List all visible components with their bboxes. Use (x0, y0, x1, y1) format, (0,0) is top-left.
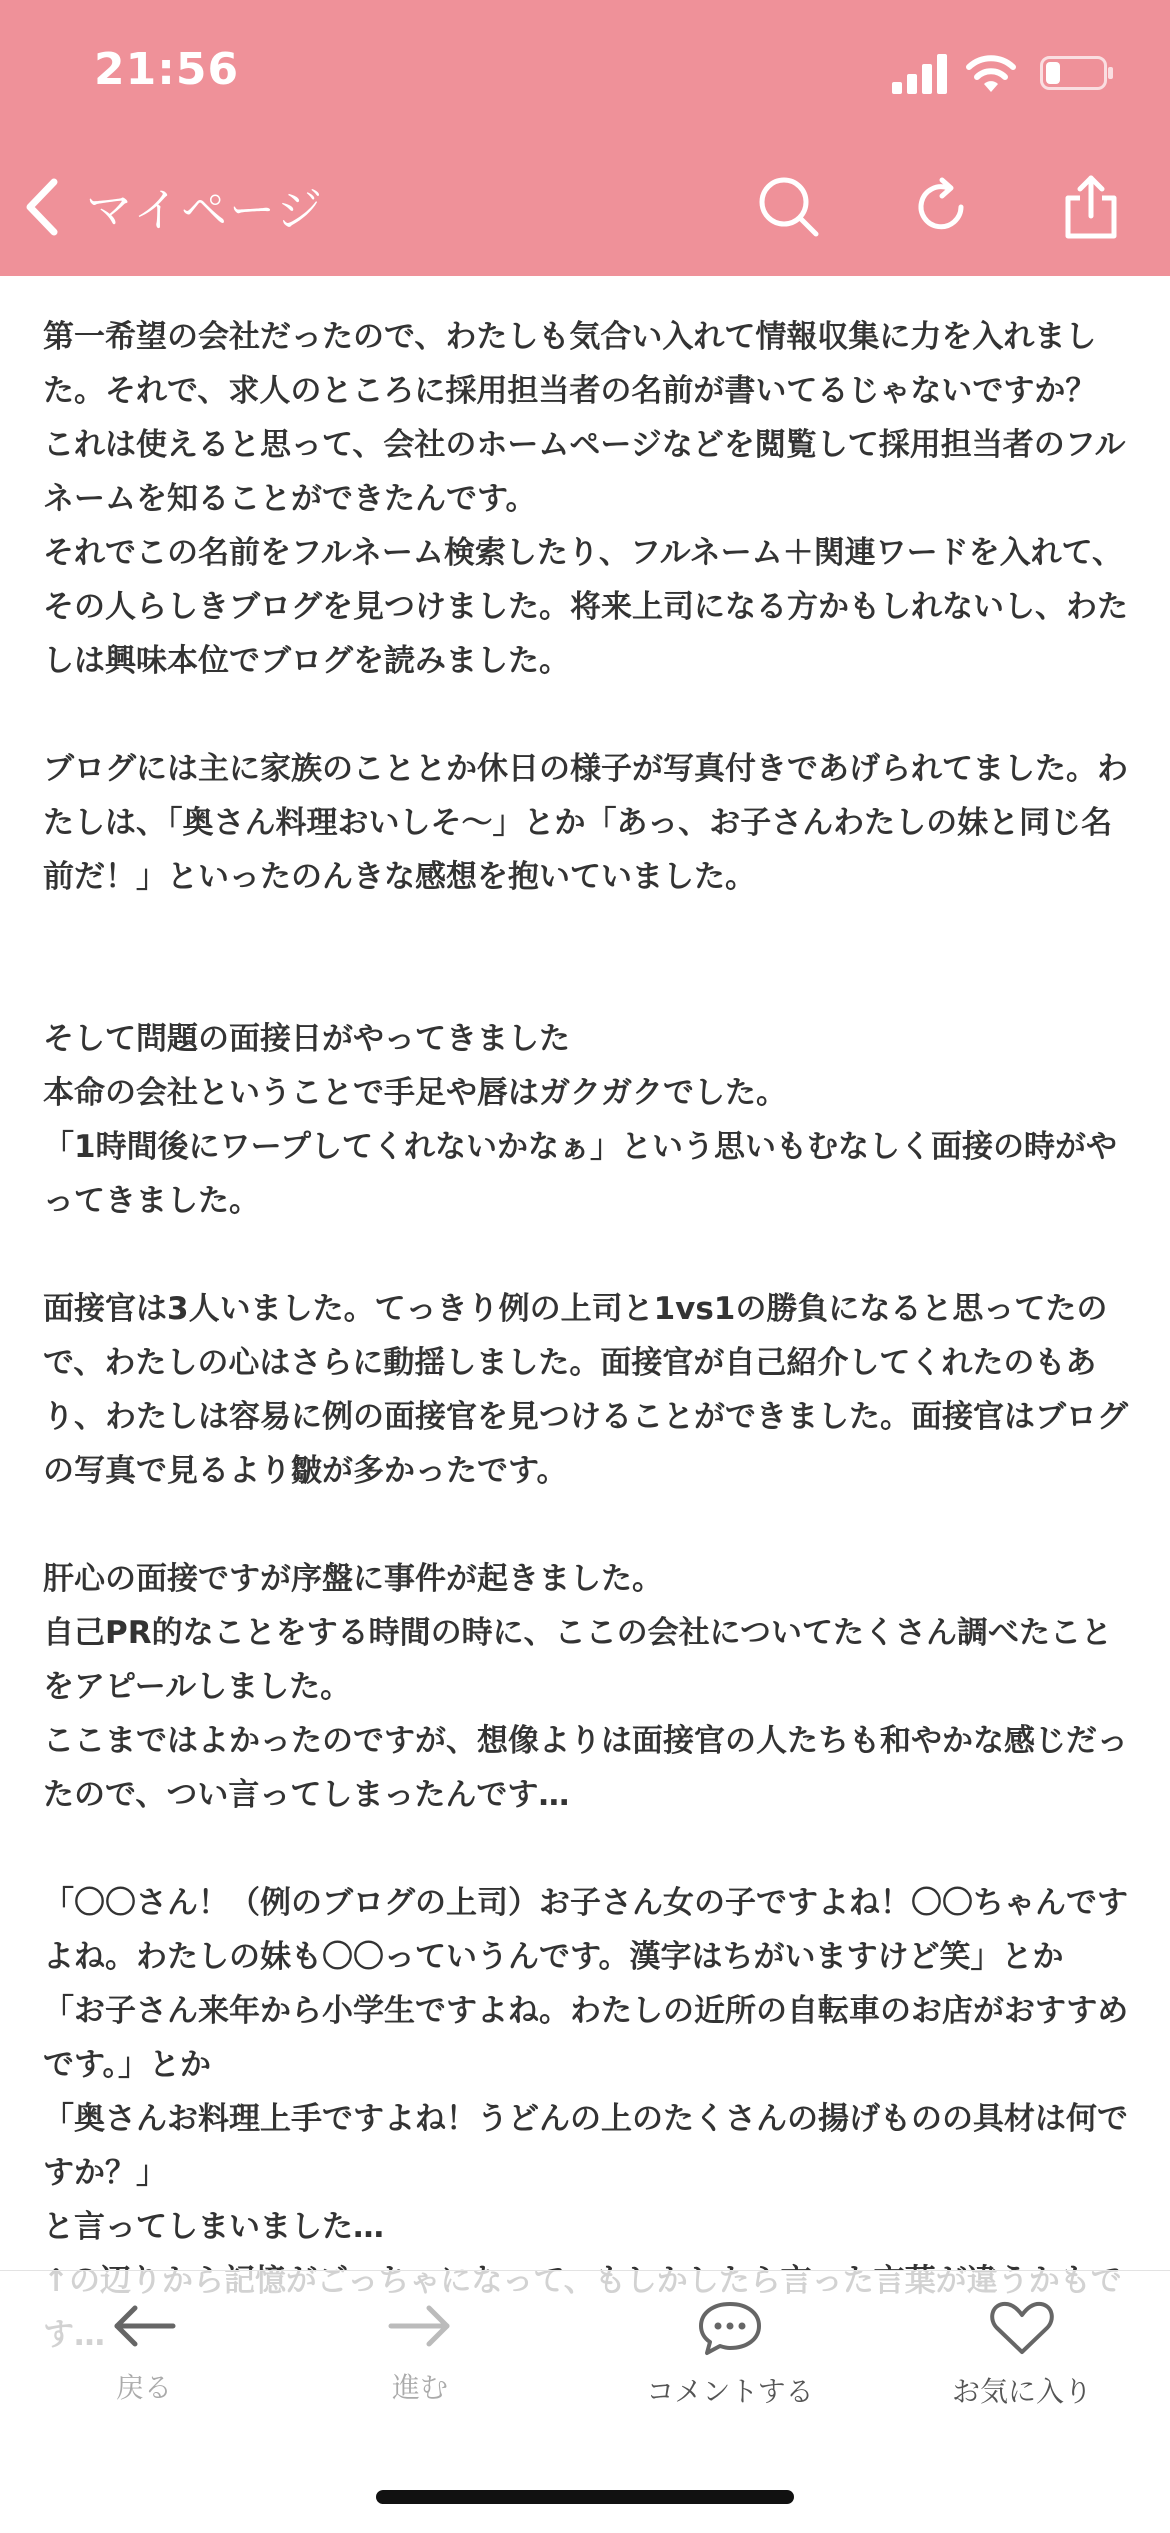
back-label: 戻る (115, 2371, 172, 2404)
back-button[interactable] (44, 2298, 244, 2406)
search-icon[interactable] (754, 172, 824, 242)
reload-icon[interactable] (906, 172, 976, 242)
favorite-button[interactable] (922, 2298, 1122, 2410)
status-time: 21:56 (94, 44, 240, 95)
heart-icon (987, 2298, 1057, 2358)
favorite-label: お気に入り (951, 2375, 1092, 2408)
arrow-left-icon (109, 2298, 179, 2354)
home-indicator (376, 2490, 794, 2504)
article-paragraph: ブログには主に家族のこととか休日の様子が写真付きであげられてました。わたしは、「奥さん料理おいしそ〜」とか「あっ、お子さんわたしの妹と同じ名前だ！」といったのんきな感想を抱いていました。 (43, 751, 1128, 895)
comment-label: コメントする (646, 2375, 814, 2408)
chevron-left-icon (20, 176, 64, 238)
article-paragraph: 第一希望の会社だったので、わたしも気合い入れて情報収集に力を入れました。それで、求人のところに採用担当者の名前が書いてるじゃないですか？ これは使えると思って、会社のホームページなどを閲覧して採用担当者のフルネームを知ることができたんです。 それでこの名前をフルネーム検索したり、フルネーム＋関連ワードを入れて、その人らしきブログを見つけました。将来上司になる方かもしれないし、わたしは興味本位でブログを読みました。 (43, 319, 1128, 679)
back-label: マイページ (86, 183, 325, 237)
article-paragraph: そして問題の面接日がやってきました 本命の会社ということで手足や唇はガクガクでした。 「1時間後にワープしてくれないかなぁ」という思いもむなしく面接の時がやってきました。 (43, 1021, 1118, 1219)
article-paragraph: 肝心の面接ですが序盤に事件が起きました。 自己PR的なことをする時間の時に、ここの会社についてたくさん調べたことをアピールしました。 ここまではよかったのですが、想像よりは面接官の人たちも和やかな感じだったので、つい言ってしまったんです… (43, 1561, 1128, 1813)
arrow-right-icon (385, 2298, 455, 2354)
forward-button[interactable] (320, 2298, 520, 2406)
article-paragraph: 面接官は3人いました。てっきり例の上司と1vs1の勝負になると思ってたので、わたしの心はさらに動揺しました。面接官が自己紹介してくれたのもあり、わたしは容易に例の面接官を見つけることができました。面接官はブログの写真で見るより皺が多かったです。 (43, 1291, 1128, 1489)
signal-icon (892, 54, 948, 94)
wifi-icon (964, 52, 1018, 94)
comment-icon (695, 2298, 765, 2358)
app-header (0, 0, 1170, 276)
share-icon[interactable] (1056, 172, 1126, 242)
article-body (43, 310, 1133, 2362)
back-to-mypage-button[interactable] (20, 172, 340, 242)
battery-icon (1040, 56, 1114, 90)
forward-label: 進む (391, 2371, 448, 2404)
article-paragraph: 「〇〇さん！（例のブログの上司）お子さん女の子ですよね！〇〇ちゃんですよね。わたしの妹も〇〇っていうんです。漢字はちがいますけど笑」とか 「お子さん来年から小学生ですよね。わたしの近所の自転車のお店がおすすめです。」とか 「奥さんお料理上手ですよね！うどんの上のたくさんの揚げものの具材は何ですか？」 と言ってしまいました… (43, 1885, 1129, 2245)
comment-button[interactable] (630, 2298, 830, 2410)
